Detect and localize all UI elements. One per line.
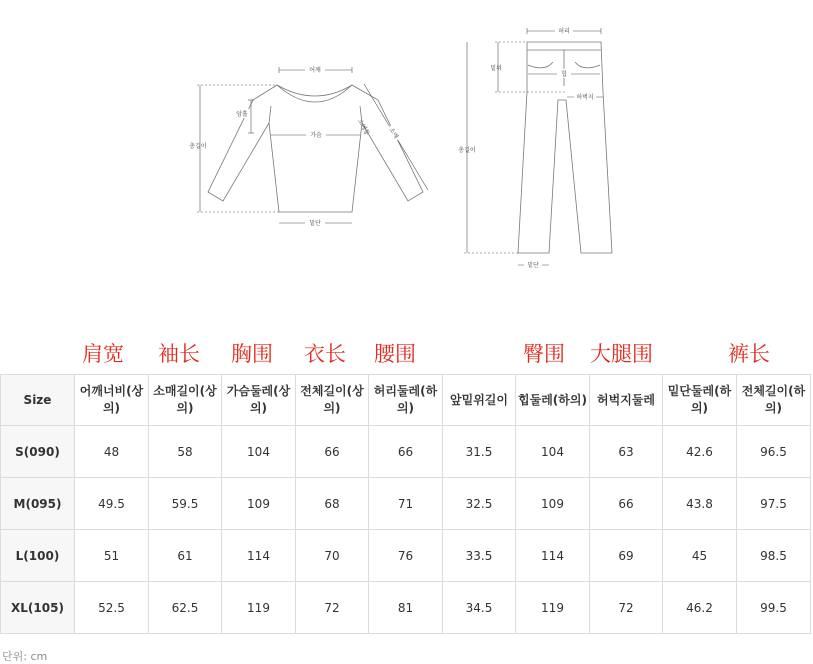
hip-label: 힙	[561, 71, 567, 78]
chinese-label-waist: 腰围	[374, 342, 416, 366]
unit-note: 단위: cm	[2, 650, 48, 663]
cuff-label: 소매통	[356, 117, 371, 137]
bottom-hem-label: 밑단	[527, 262, 539, 269]
header-hip: 힙둘레(하의)	[516, 375, 590, 426]
size-table	[0, 374, 811, 634]
armhole-label: 암홀	[236, 111, 248, 118]
bottom-dimension-lines	[464, 28, 603, 265]
table-cell: 99.5	[737, 582, 811, 634]
header-sleeve-length: 소매길이(상의)	[149, 375, 222, 426]
chinese-label-top-length: 衣长	[304, 342, 346, 366]
top-dimension-labels	[189, 65, 402, 227]
top-dimension-lines	[197, 67, 428, 223]
top-garment-drawing	[208, 85, 423, 212]
table-cell: 32.5	[443, 478, 516, 530]
table-cell: 119	[516, 582, 590, 634]
header-chest: 가슴둘레(상의)	[222, 375, 296, 426]
table-cell: 97.5	[737, 478, 811, 530]
table-cell: 104	[222, 426, 296, 478]
chinese-label-hip: 臀围	[523, 342, 565, 366]
size-cell: XL(105)	[1, 582, 75, 634]
size-cell: S(090)	[1, 426, 75, 478]
size-cell: L(100)	[1, 530, 75, 582]
table-header-row	[1, 375, 811, 426]
size-cell: M(095)	[1, 478, 75, 530]
table-cell: 66	[369, 426, 443, 478]
table-cell: 119	[222, 582, 296, 634]
table-cell: 81	[369, 582, 443, 634]
table-cell: 61	[149, 530, 222, 582]
bottom-total-length-label: 총길이	[458, 147, 476, 154]
chinese-label-pants-length: 裤长	[728, 342, 770, 366]
table-cell: 59.5	[149, 478, 222, 530]
table-cell: 52.5	[75, 582, 149, 634]
header-shoulder-width: 어깨너비(상의)	[75, 375, 149, 426]
table-cell: 49.5	[75, 478, 149, 530]
header-hem: 밑단둘레(하의)	[663, 375, 737, 426]
top-total-length-label: 총길이	[189, 143, 207, 150]
header-pants-length: 전체길이(하의)	[737, 375, 811, 426]
table-cell: 51	[75, 530, 149, 582]
header-thigh: 허벅지둘레	[590, 375, 663, 426]
table-cell: 46.2	[663, 582, 737, 634]
thigh-label: 허벅지	[576, 94, 594, 101]
measurement-diagram	[0, 0, 813, 330]
table-cell: 66	[296, 426, 369, 478]
chinese-label-shoulder: 肩宽	[82, 342, 124, 366]
table-cell: 96.5	[737, 426, 811, 478]
table-cell: 69	[590, 530, 663, 582]
table-cell: 45	[663, 530, 737, 582]
table-cell: 34.5	[443, 582, 516, 634]
header-waist: 허리둘레(하의)	[369, 375, 443, 426]
waist-label: 허리	[558, 28, 570, 35]
table-cell: 42.6	[663, 426, 737, 478]
chinese-label-chest: 胸围	[231, 342, 273, 366]
header-size: Size	[1, 375, 75, 426]
table-cell: 109	[222, 478, 296, 530]
table-cell: 76	[369, 530, 443, 582]
table-cell: 114	[516, 530, 590, 582]
table-cell: 31.5	[443, 426, 516, 478]
table-cell: 70	[296, 530, 369, 582]
chinese-label-thigh: 大腿围	[590, 342, 653, 366]
header-top-length: 전체길이(상의)	[296, 375, 369, 426]
table-cell: 66	[590, 478, 663, 530]
chest-label: 가슴	[310, 132, 322, 139]
sleeve-label: 소매	[387, 126, 400, 141]
chinese-label-sleeve: 袖长	[158, 342, 200, 366]
shoulder-label: 어깨	[309, 67, 321, 74]
table-cell: 43.8	[663, 478, 737, 530]
table-cell: 109	[516, 478, 590, 530]
table-row	[1, 478, 811, 530]
table-cell: 33.5	[443, 530, 516, 582]
table-cell: 48	[75, 426, 149, 478]
table-cell: 68	[296, 478, 369, 530]
table-row	[1, 530, 811, 582]
rise-label: 밑위	[490, 65, 502, 72]
table-cell: 72	[296, 582, 369, 634]
table-cell: 114	[222, 530, 296, 582]
table-cell: 72	[590, 582, 663, 634]
table-cell: 71	[369, 478, 443, 530]
table-cell: 104	[516, 426, 590, 478]
table-row	[1, 582, 811, 634]
table-cell: 62.5	[149, 582, 222, 634]
header-front-rise: 앞밑위길이	[443, 375, 516, 426]
chinese-labels	[0, 340, 813, 372]
table-row	[1, 426, 811, 478]
top-hem-label: 밑단	[309, 220, 321, 227]
table-cell: 63	[590, 426, 663, 478]
table-cell: 98.5	[737, 530, 811, 582]
table-cell: 58	[149, 426, 222, 478]
